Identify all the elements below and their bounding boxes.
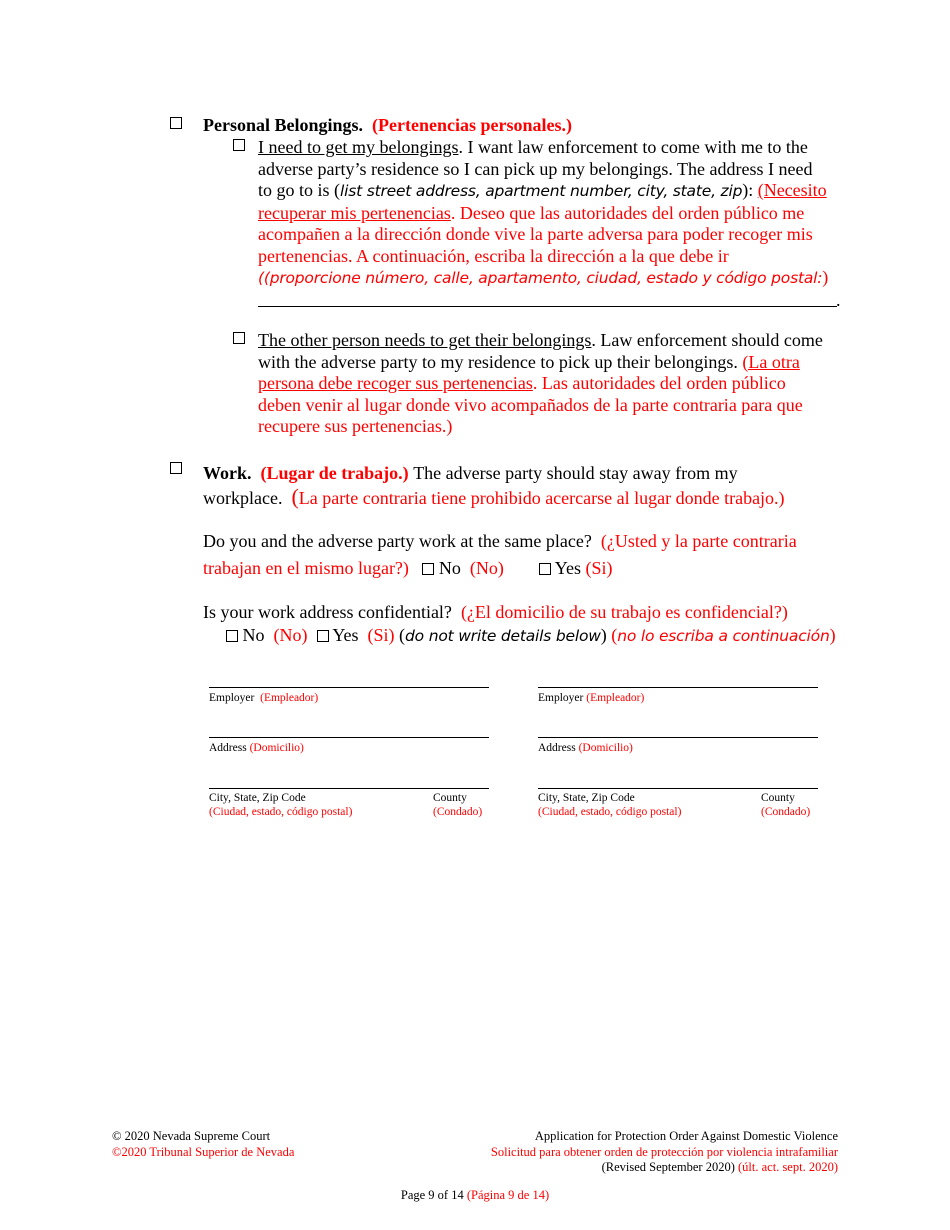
confidential-options: No (No) Yes (Si) (do not write details below) (no lo escriba a continuación)	[226, 625, 836, 648]
belongings-title-es: (Pertenencias personales.)	[372, 115, 572, 135]
need-belongings-paragraph: I need to get my belongings. I want law enforcement to come with me to the adverse party’s residence so I can pick up my belongings. The address I need to go to is (list street address, apartment number, city, state, zip): (Necesito recuperar mis pertenencias. Deseo que las autoridades del orden público me acompañen a la dirección donde vive la parte adversa para poder recoger mis pertenencias. A continuación, escriba la dirección a la que debe ir ((proporcione número, calle, apartamento, ciudad, estado y código postal:)	[258, 137, 829, 287]
belongings-heading	[203, 115, 572, 137]
footer-copyright-es: ©2020 Tribunal Superior de Nevada	[112, 1144, 295, 1159]
footer-revised: (Revised September 2020)	[601, 1160, 735, 1174]
confidential-no-checkbox[interactable]	[226, 630, 238, 642]
address-blank-period: .	[836, 290, 841, 310]
same-place-yes-checkbox[interactable]	[539, 563, 551, 575]
employer-block-1: Employer (Empleador) Address (Domicilio) City, State, Zip Code (Ciudad, estado, código postal) County (Condado)	[209, 687, 489, 827]
footer-copyright: © 2020 Nevada Supreme Court	[112, 1129, 271, 1143]
footer-right	[491, 1129, 838, 1176]
confidential-question: Is your work address confidential? (¿El domicilio de su trabajo es confidencial?)	[203, 602, 788, 622]
same-place-no-checkbox[interactable]	[422, 563, 434, 575]
employer-line[interactable]	[209, 687, 489, 688]
other-belongings-checkbox[interactable]	[233, 332, 245, 344]
belongings-title: Personal Belongings.	[203, 115, 364, 135]
footer-left	[112, 1129, 294, 1160]
work-checkbox[interactable]	[170, 462, 182, 474]
footer-form-title-es: Solicitud para obtener orden de protección por violencia intrafamiliar	[490, 1144, 838, 1159]
city-line[interactable]	[538, 788, 818, 789]
belongings-checkbox[interactable]	[170, 117, 182, 129]
address-blank-line[interactable]	[258, 306, 837, 307]
same-place-question: Do you and the adverse party work at the same place? (¿Usted y la parte contraria trabajan en el mismo lugar?) No (No) Yes (Si)	[203, 531, 797, 578]
page-number: Page 9 of 14 (Página 9 de 14)	[400, 1188, 550, 1202]
address-line[interactable]	[209, 737, 489, 738]
footer-revised-es: (últ. act. sept. 2020)	[738, 1160, 838, 1174]
need-belongings-checkbox[interactable]	[233, 139, 245, 151]
city-line[interactable]	[209, 788, 489, 789]
employer-line[interactable]	[538, 687, 818, 688]
other-belongings-paragraph: The other person needs to get their belongings. Law enforcement should come with the adverse party to my residence to pick up their belongings. (La otra persona debe recoger sus pertenencias. Las autoridades del orden público deben venir al lugar donde vivo acompañados de la parte contraria para que recupere sus pertenencias.)	[258, 330, 823, 436]
confidential-yes-checkbox[interactable]	[317, 630, 329, 642]
work-paragraph: Work. (Lugar de trabajo.) The adverse party should stay away from my workplace. (La parte contraria tiene prohibido acercarse al lugar donde trabajo.)	[203, 463, 785, 509]
address-line[interactable]	[538, 737, 818, 738]
employer-block-2: Employer (Empleador) Address (Domicilio) City, State, Zip Code (Ciudad, estado, código postal) County (Condado)	[538, 687, 818, 827]
footer-form-title: Application for Protection Order Against Domestic Violence	[534, 1129, 838, 1143]
